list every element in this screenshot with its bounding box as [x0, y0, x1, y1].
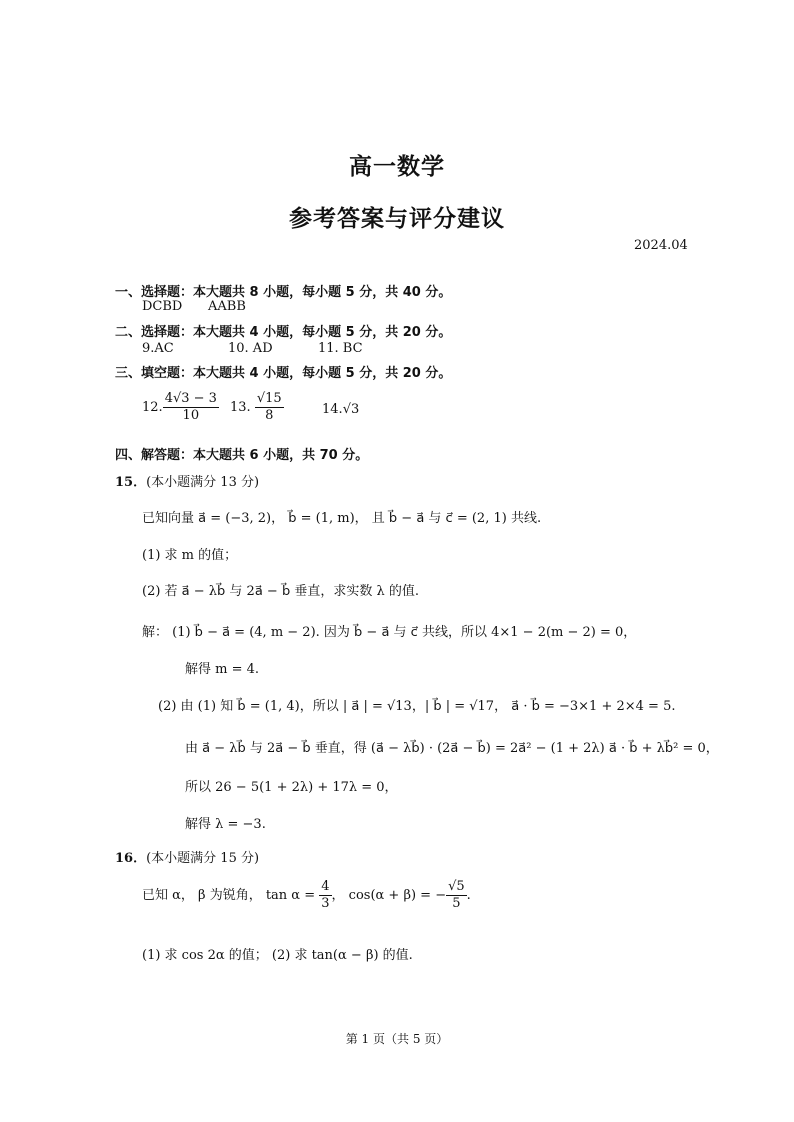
q15-solution-2-step: 由 a⃗ − λb⃗ 与 2a⃗ − b⃗ 垂直，得 (a⃗ − λb⃗) · (2a⃗ − b⃗) = 2a⃗² − (1 + 2λ) a⃗ · b⃗ + λb⃗² = 0，	[185, 741, 719, 756]
section2-heading: 二、选择题：本大题共 4 小题，每小题 5 分，共 20 分。	[115, 325, 452, 340]
page-footer: 第 1 页（共 5 页）	[345, 1032, 449, 1046]
q16-cos-prefix: ， cos(α + β) = −	[331, 888, 447, 903]
answer-12-label: 12.	[142, 400, 163, 415]
q16-parts: (1) 求 cos 2α 的值； (2) 求 tan(α − β) 的值.	[142, 948, 413, 963]
section3-heading: 三、填空题：本大题共 4 小题，每小题 5 分，共 20 分。	[115, 366, 452, 381]
q16-points: (本小题满分 15 分)	[146, 851, 260, 866]
q15-solution-1-result: 解得 m = 4.	[185, 662, 260, 677]
document-subtitle: 参考答案与评分建议	[289, 206, 505, 232]
section2-answer-11: 11. BC	[318, 341, 363, 356]
q15-solution-2-equation: 所以 26 − 5(1 + 2λ) + 17λ = 0，	[185, 780, 398, 795]
q15-solution-2-result: 解得 λ = −3.	[185, 817, 266, 832]
answer-13-fraction	[255, 391, 284, 424]
q15-solution-1: 解： (1) b⃗ − a⃗ = (4, m − 2). 因为 b⃗ − a⃗ 与 c⃗ 共线，所以 4×1 − 2(m − 2) = 0，	[142, 625, 637, 640]
document-date: 2024.04	[634, 238, 688, 253]
q16-tan-numerator: 4	[321, 879, 330, 894]
q15-part2: (2) 若 a⃗ − λb⃗ 与 2a⃗ − b⃗ 垂直，求实数 λ 的值.	[142, 584, 419, 599]
q16-cos-fraction	[446, 879, 467, 912]
q15-points: (本小题满分 13 分)	[146, 475, 260, 490]
answer-14	[322, 402, 359, 417]
q16-given	[142, 879, 471, 912]
answer-12	[142, 391, 219, 424]
answer-14-value: √3	[342, 402, 360, 417]
q16-tan-denominator: 3	[321, 896, 330, 911]
section4-heading: 四、解答题：本大题共 6 小题，共 70 分。	[115, 448, 369, 463]
answer-14-label: 14.	[322, 402, 343, 417]
answer-13-numerator: √15	[256, 391, 282, 406]
answer-13-label: 13.	[230, 400, 251, 415]
q16-cos-suffix: .	[466, 888, 471, 903]
section2-answer-10: 10. AD	[228, 341, 273, 356]
q16-tan-fraction	[319, 879, 331, 912]
q15-part1: (1) 求 m 的值；	[142, 548, 238, 563]
q16-cos-denominator: 5	[452, 896, 461, 911]
document-title: 高一数学	[349, 154, 445, 180]
answer-12-numerator: 4√3 − 3	[164, 391, 217, 406]
answer-13	[230, 391, 284, 424]
section1-heading: 一、选择题：本大题共 8 小题，每小题 5 分，共 40 分。	[115, 285, 452, 300]
section2-answer-9: 9.AC	[142, 341, 174, 356]
q16-header	[115, 847, 259, 866]
q15-solution-2: (2) 由 (1) 知 b⃗ = (1, 4)，所以 | a⃗ | = √13，| b⃗ | = √17， a⃗ · b⃗ = −3×1 + 2×4 = 5.	[158, 699, 676, 714]
section1-answer-2: AABB	[208, 299, 246, 314]
q15-given: 已知向量 a⃗ = (−3, 2)， b⃗ = (1, m)， 且 b⃗ − a⃗ 与 c⃗ = (2, 1) 共线.	[142, 511, 542, 526]
section1-answer-1: DCBD	[142, 299, 183, 314]
q15-header	[115, 471, 259, 490]
q16-given-prefix: 已知 α， β 为锐角， tan α =	[142, 888, 316, 903]
q15-number: 15．	[115, 475, 147, 490]
answer-12-fraction	[163, 391, 219, 424]
q16-number: 16．	[115, 851, 147, 866]
answer-12-denominator: 10	[182, 408, 200, 423]
q16-cos-numerator: √5	[448, 879, 465, 894]
answer-13-denominator: 8	[265, 408, 274, 423]
